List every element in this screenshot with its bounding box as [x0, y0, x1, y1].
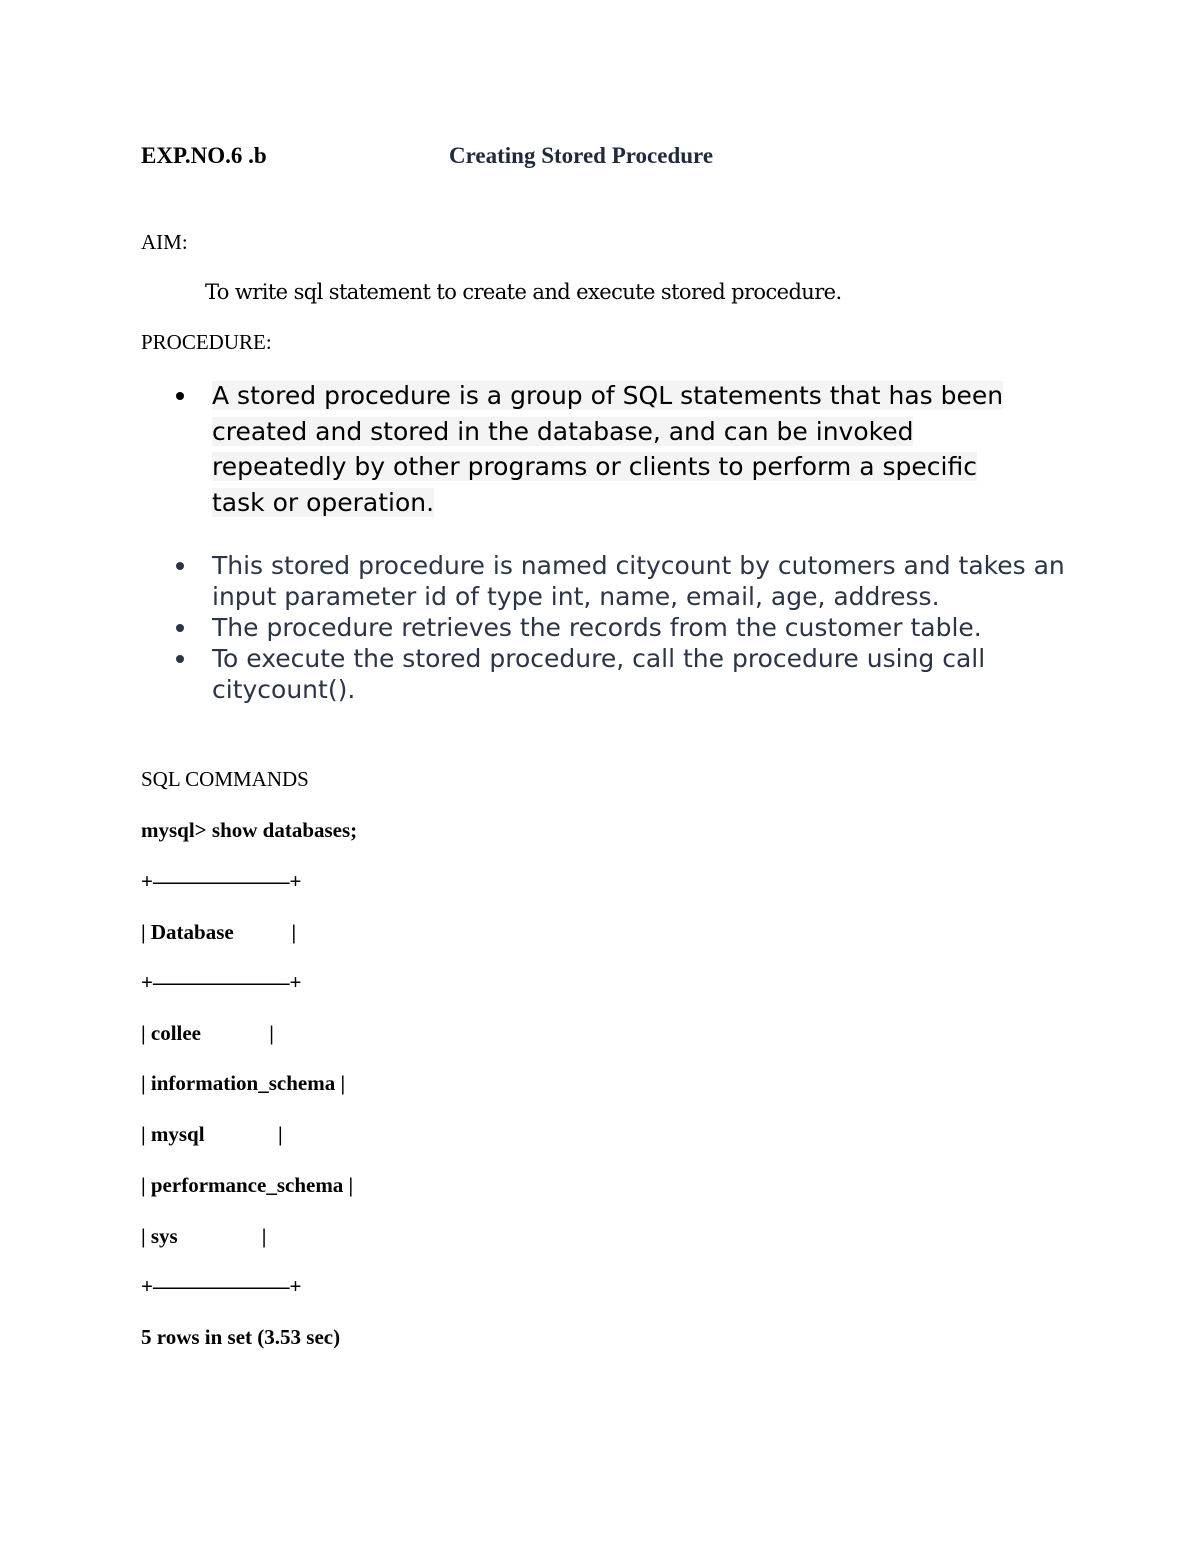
bullet-icon: [176, 655, 184, 663]
list-item: [172, 550, 1072, 612]
sql-line: | information_schema |: [141, 1071, 346, 1095]
sql-line: | performance_schema |: [141, 1173, 354, 1197]
bullet-line: A stored procedure is a group of SQL statements that has been: [212, 381, 1004, 410]
procedure-bullet-list-1: [172, 378, 1062, 520]
bullet-text: This stored procedure is named citycount by cutomers and takes an input parameter id of type int, name, email, age, address.: [212, 551, 1065, 611]
sql-line: | sys |: [141, 1224, 267, 1248]
bullet-line: task or operation.: [212, 487, 435, 517]
procedure-bullet-list-2: [172, 550, 1072, 705]
sql-line: +——————–+: [141, 1274, 302, 1298]
procedure-label: PROCEDURE:: [141, 330, 272, 354]
sql-line: +——————–+: [141, 970, 302, 994]
sql-commands-label: SQL COMMANDS: [141, 767, 309, 791]
experiment-number: EXP.NO.6 .b: [141, 143, 267, 168]
sql-line: | collee |: [141, 1021, 274, 1045]
aim-text: To write sql statement to create and execute stored procedure.: [205, 280, 842, 304]
bullet-text: To execute the stored procedure, call the procedure using call citycount().: [212, 644, 986, 704]
sql-line: +——————–+: [141, 869, 302, 893]
bullet-line: created and stored in the database, and can be invoked: [212, 416, 914, 446]
aim-label: AIM:: [141, 230, 188, 254]
list-item: [172, 643, 1072, 705]
list-item: [172, 612, 1072, 643]
bullet-icon: [176, 624, 184, 632]
sql-line: | mysql |: [141, 1122, 283, 1146]
bullet-text: The procedure retrieves the records from the customer table.: [212, 613, 982, 642]
list-item: [172, 378, 1062, 520]
bullet-icon: [176, 562, 184, 570]
bullet-line: repeatedly by other programs or clients to perform a specific: [212, 452, 977, 481]
sql-line: | Database |: [141, 920, 297, 944]
bullet-icon: [176, 392, 184, 400]
sql-line: 5 rows in set (3.53 sec): [141, 1325, 341, 1349]
page-title: Creating Stored Procedure: [449, 143, 714, 168]
sql-line: mysql> show databases;: [141, 818, 358, 842]
